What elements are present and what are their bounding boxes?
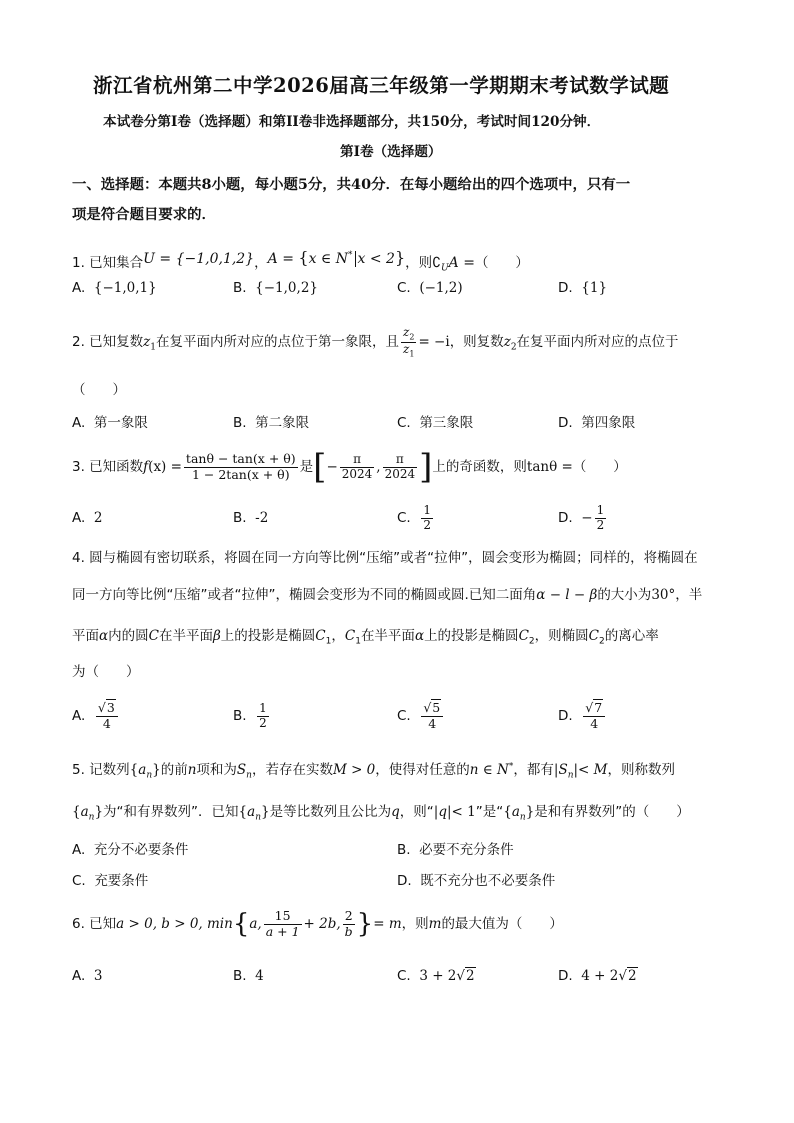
- q3-option-a: A. 2: [72, 510, 103, 526]
- q6-fraction-1: $\frac{15}{a + 1}$: [265, 908, 300, 939]
- q6-fraction-2: $\frac{2}{b}$: [344, 908, 353, 939]
- question-2: 2. 已知复数$z_1$在复平面内所对应的点位于第一象限，且 $\frac{z_2}{z_1}$ = −i，则复数$z_2$在复平面内所对应的点位于: [72, 324, 679, 358]
- q1-set-a-left: A =: [267, 251, 299, 267]
- q5-line2: $\{a_n\}$为“和有界数列”．已知$\{a_n\}$是等比数列且公比为q，则“|q|< 1”是“$\{a_n\}$是和有界数列”的（ ）: [72, 804, 690, 823]
- q6-option-b: B. 4: [233, 968, 264, 984]
- q1-option-a: A. {−1,0,1}: [72, 280, 157, 296]
- page-title: 浙江省杭州第二中学2026届高三年级第一学期期末考试数学试题: [93, 74, 670, 97]
- q1-paren: （ ）: [474, 255, 529, 271]
- q4-option-a: A. $\frac{√3}{4}$: [72, 696, 120, 736]
- q4-option-c: C. $\frac{√5}{4}$: [397, 696, 445, 736]
- section-instructions-line1: 一、选择题：本题共8小题，每小题5分，共40分．在每小题给出的四个选项中，只有一: [72, 176, 631, 193]
- q1-option-c: C. (−1,2): [397, 280, 463, 296]
- q1-complement-u: U: [441, 263, 449, 274]
- q6-option-c: C. 3 + 2√2: [397, 968, 475, 984]
- q5-line1: 5. 记数列$\{a_n\}$的前n项和为$S_n$，若存在实数M > 0，使得对任意的n ∈ N*，都有$|S_n|< M$，则称数列: [72, 761, 675, 781]
- q3-interval-right: $\frac{\pi}{2024}$: [384, 451, 416, 481]
- q2-fraction: $\frac{z_2}{z_1}$: [403, 324, 415, 358]
- q2-eq: = −i: [418, 334, 450, 350]
- q4-line3: 平面α内的圆C在半平面β上的投影是椭圆$C_1$，$C_1$在半平面α上的投影是椭圆$C_2$，则椭圆$C_2$的离心率: [72, 628, 659, 647]
- q2-z1: $z_1$: [143, 334, 157, 353]
- q1-set-u: U = {−1,0,1,2}: [143, 251, 255, 267]
- q6-option-a: A. 3: [72, 968, 103, 984]
- question-1: 1. 已知集合U = {−1,0,1,2}，A = {x ∈ N* x < 2}，则$∁_UA$ =（ ）: [72, 248, 529, 274]
- q1-set-a-mid: x ∈ N: [308, 251, 348, 267]
- q1-set-a-cond: x < 2: [357, 251, 395, 267]
- q3-option-c: C. $\frac{1}{2}$: [397, 502, 431, 532]
- q2-z2: $z_2$: [503, 334, 517, 353]
- q4-option-d: D. $\frac{√7}{4}$: [558, 696, 607, 736]
- q5-option-b: B. 必要不充分条件: [397, 842, 514, 858]
- q4-line1: 4. 圆与椭圆有密切联系，将圆在同一方向等比例“压缩”或者“拉伸”，圆会变形为椭圆；同样的，将椭圆在: [72, 550, 698, 566]
- q1-set-a-star: *: [348, 250, 353, 260]
- q3-interval-left: $\frac{\pi}{2024}$: [341, 451, 373, 481]
- q2-option-c: C. 第三象限: [397, 415, 474, 431]
- q2-option-b: B. 第二象限: [233, 415, 310, 431]
- q5-option-a: A. 充分不必要条件: [72, 842, 189, 858]
- q3-fraction: $\frac{\tan\theta - \tan(x + \theta)}{1 - 2\tan(x + \theta)}$: [185, 451, 296, 482]
- part-heading: 第I卷（选择题）: [340, 144, 442, 160]
- q1-option-b: B. {−1,0,2}: [233, 280, 318, 296]
- q4-line4: 为（ ）: [72, 664, 140, 680]
- q1-tail: ，则: [405, 255, 433, 271]
- q5-option-c: C. 充要条件: [72, 873, 149, 889]
- question-3: 3. 已知函数f(x) = $\frac{\tan\theta - \tan(x + \theta)}{1 - 2\tan(x + \theta)}$ 是[− $\frac{\pi}{2024}$ , $\frac{\pi}{2024}$ ]上的奇函数，则tanθ =（ ）: [72, 447, 627, 487]
- q3-option-b: B. -2: [233, 510, 269, 526]
- q6-option-d: D. 4 + 2√2: [558, 968, 637, 984]
- q2-option-a: A. 第一象限: [72, 415, 148, 431]
- q1-comma: ，: [254, 255, 268, 271]
- q4-option-b: B. $\frac{1}{2}$: [233, 700, 267, 730]
- q1-complement-a: A =: [448, 255, 475, 271]
- q5-option-d: D. 既不充分也不必要条件: [397, 873, 556, 889]
- q2-paren: （ ）: [72, 382, 126, 398]
- section-instructions-line2: 项是符合题目要求的．: [72, 206, 216, 223]
- q3-option-d: D. − $\frac{1}{2}$: [558, 502, 605, 532]
- q2-option-d: D. 第四象限: [558, 415, 636, 431]
- q1-complement: ∁: [432, 255, 442, 271]
- q4-line2: 同一方向等比例“压缩”或者“拉伸”，椭圆会变形为不同的椭圆或圆.已知二面角α − l − β的大小为30°，半: [72, 587, 703, 603]
- exam-subtitle: 本试卷分第I卷（选择题）和第II卷非选择题部分，共150分，考试时间120分钟．: [103, 114, 601, 130]
- q1-lead: 1. 已知集合: [72, 255, 144, 271]
- q1-option-d: D. {1}: [558, 280, 608, 296]
- question-6: 6. 已知a > 0, b > 0, min{a, $\frac{15}{a + 1}$ + 2b, $\frac{2}{b}$ }= m，则m的最大值为（ ）: [72, 908, 563, 939]
